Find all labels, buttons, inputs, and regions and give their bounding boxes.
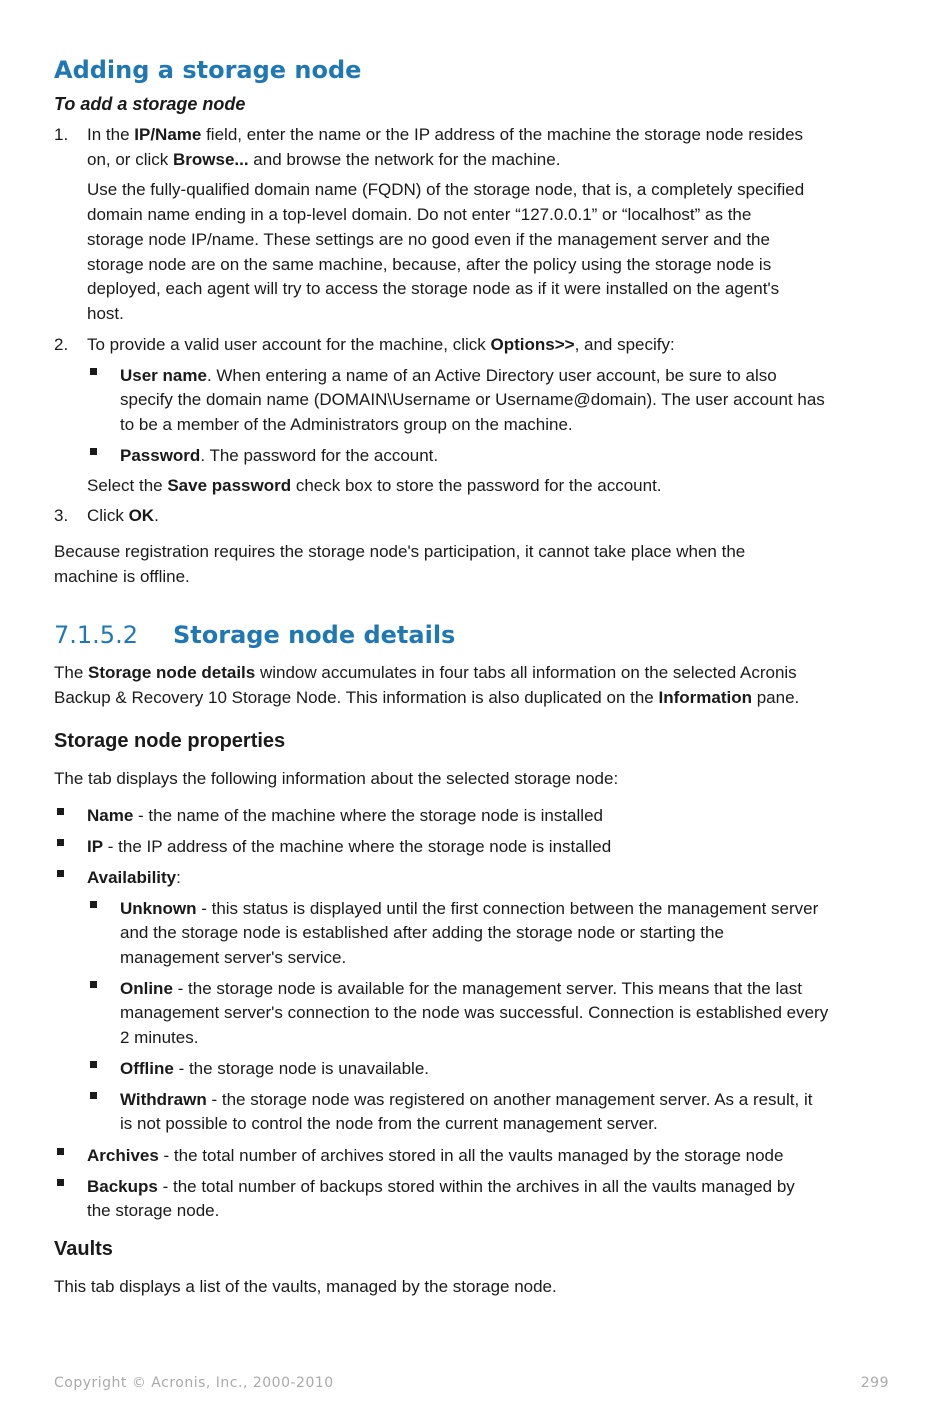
bullet-icon [57, 870, 64, 877]
bullet-icon [57, 1148, 64, 1155]
properties-heading: Storage node properties [54, 730, 286, 752]
step-number: 2. [54, 335, 69, 354]
properties-intro: The tab displays the following information about the selected storage node: [54, 769, 619, 788]
online-status-line: management server's connection to the node was successful. Connection is established every [120, 1003, 829, 1022]
bullet-icon [57, 808, 64, 815]
unknown-status-line: and the storage node is established after adding the storage node or starting the [120, 923, 724, 942]
step1-para-line: storage node are on the same machine, because, after the policy using the storage node is [87, 255, 772, 274]
bullet-icon [57, 1179, 64, 1186]
user-name-item-line: specify the domain name (DOMAIN\Username or Username@domain). The user account has [120, 390, 825, 409]
step1-para-line: host. [87, 304, 124, 323]
step1-para-line: deployed, each agent will try to access the storage node as if it were installed on the agent's [87, 279, 780, 298]
step3-line: Click OK. [87, 506, 159, 525]
bullet-icon [90, 448, 97, 455]
details-intro: Backup & Recovery 10 Storage Node. This information is also duplicated on the Information pane. [54, 688, 800, 707]
backups-item-line: the storage node. [87, 1201, 220, 1220]
offline-status-item: Offline - the storage node is unavailable. [120, 1059, 430, 1078]
user-name-item-line: to be a member of the Administrators group on the machine. [120, 415, 573, 434]
password-item: Password. The password for the account. [120, 446, 439, 465]
availability-item: Availability: [87, 868, 181, 887]
name-item: Name - the name of the machine where the storage node is installed [87, 806, 603, 825]
bullet-icon [90, 1061, 97, 1068]
step1-para-line: storage node IP/name. These settings are no good even if the management server and the [87, 230, 770, 249]
withdrawn-status-line: is not possible to control the node from the current management server. [120, 1114, 658, 1133]
unknown-status-item: Unknown - this status is displayed until the first connection between the management server [120, 899, 819, 918]
procedure-title: To add a storage node [54, 94, 246, 114]
section-number: 7.1.5.2 [54, 621, 138, 649]
ip-item: IP - the IP address of the machine where the storage node is installed [87, 837, 612, 856]
step1-line2: on, or click Browse... and browse the network for the machine. [87, 150, 561, 169]
archives-item: Archives - the total number of archives stored in all the vaults managed by the storage node [87, 1146, 784, 1165]
registration-note: machine is offline. [54, 567, 190, 586]
online-status-item: Online - the storage node is available for the management server. This means that the last [120, 979, 802, 998]
section-heading-adding: Adding a storage node [54, 56, 362, 84]
page-number: 299 [860, 1375, 889, 1391]
user-name-item: User name. When entering a name of an Active Directory user account, be sure to also [120, 366, 777, 385]
unknown-status-line: management server's service. [120, 948, 347, 967]
step1-line1: In the IP/Name field, enter the name or the IP address of the machine the storage node resides [87, 125, 804, 144]
step1-para-line: domain name ending in a top-level domain. Do not enter “127.0.0.1” or “localhost” as the [87, 205, 752, 224]
bullet-icon [90, 1092, 97, 1099]
backups-item: Backups - the total number of backups stored within the archives in all the vaults managed by [87, 1177, 795, 1196]
step-number: 3. [54, 506, 69, 525]
step-number: 1. [54, 125, 69, 144]
section-heading-details: Storage node details [173, 621, 456, 649]
step1-para-line: Use the fully-qualified domain name (FQDN) of the storage node, that is, a completely specified [87, 180, 805, 199]
step2-line1: To provide a valid user account for the machine, click Options>>, and specify: [87, 335, 675, 354]
vaults-heading: Vaults [54, 1238, 113, 1260]
bullet-icon [90, 368, 97, 375]
bullet-icon [57, 839, 64, 846]
save-password-note: Select the Save password check box to store the password for the account. [87, 476, 662, 495]
registration-note: Because registration requires the storage node's participation, it cannot take place when the [54, 542, 746, 561]
details-intro: The Storage node details window accumulates in four tabs all information on the selected Acronis [54, 663, 797, 682]
withdrawn-status-item: Withdrawn - the storage node was registered on another management server. As a result, it [120, 1090, 813, 1109]
bullet-icon [90, 981, 97, 988]
vaults-text: This tab displays a list of the vaults, managed by the storage node. [54, 1277, 557, 1296]
footer-copyright: Copyright © Acronis, Inc., 2000-2010 [54, 1375, 334, 1391]
bullet-icon [90, 901, 97, 908]
online-status-line: 2 minutes. [120, 1028, 199, 1047]
